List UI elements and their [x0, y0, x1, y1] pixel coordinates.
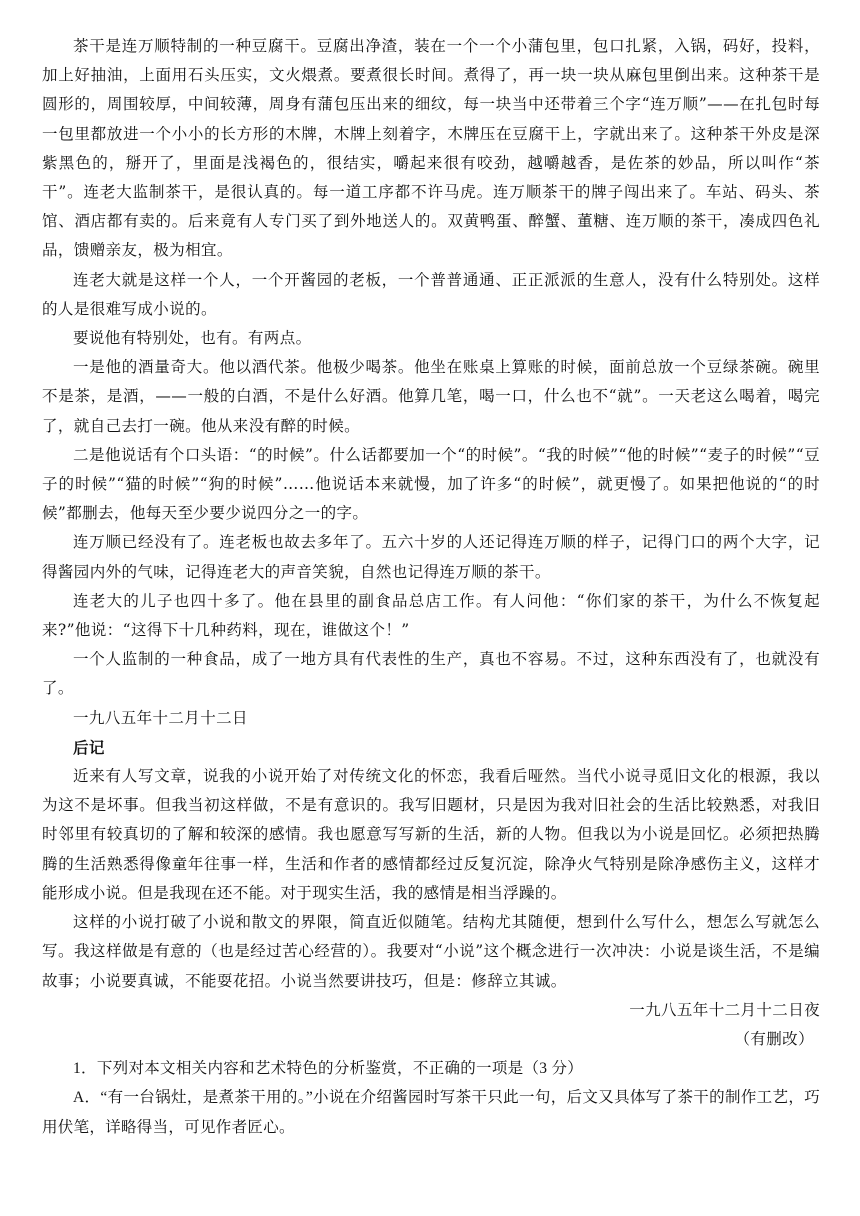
document-page	[42, 32, 820, 1142]
article-paragraph-2: 连老大就是这样一个人，一个开酱园的老板，一个普普通通、正正派派的生意人，没有什么特别处。这样的人是很难写成小说的。	[42, 270, 820, 318]
afterword-paragraph-2: 这样的小说打破了小说和散文的界限，简直近似随笔。结构尤其随便，想到什么写什么，想怎么写就怎么写。我这样做是有意的（也是经过苦心经营的）。我要对“小说”这个概念进行一次冲决：小说是谈生活，不是编故事；小说要真诚，不能耍花招。小说当然要讲技巧，但是：修辞立其诚。	[42, 913, 820, 990]
question-option-a: A．“有一台锅灶，是煮茶干用的。”小说在介绍酱园时写茶干只此一句，后文又具体写了茶干的制作工艺，巧用伏笔，详略得当，可见作者匠心。	[42, 1089, 820, 1136]
edit-note: （有删改）	[734, 1029, 814, 1048]
article-paragraph-3: 要说他有特别处，也有。有两点。	[73, 329, 312, 348]
afterword-heading: 后记	[73, 737, 105, 757]
article-paragraph-4: 一是他的酒量奇大。他以酒代茶。他极少喝茶。他坐在账桌上算账的时候，面前总放一个豆绿茶碗。碗里不是茶，是酒，——一般的白酒，不是什么好酒。他算几笔，喝一口，什么也不“就”。一天老这么喝着，喝完了，就自己去打一碗。他从来没有醉的时候。	[42, 358, 820, 435]
afterword-date: 一九八五年十二月十二日夜	[629, 1000, 820, 1019]
article-paragraph-6: 连万顺已经没有了。连老板也故去多年了。五六十岁的人还记得连万顺的样子，记得门口的两个大字，记得酱园内外的气味，记得连老大的声音笑貌，自然也记得连万顺的茶干。	[42, 533, 820, 581]
article-paragraph-5: 二是他说话有个口头语：“的时候”。什么话都要加一个“的时候”。“我的时候”“他的时候”“麦子的时候”“豆子的时候”“猫的时候”“狗的时候”……他说话本来就慢，加了许多“的时候”，就更慢了。如果把他说的“的时候”都删去，他每天至少要少说四分之一的字。	[42, 445, 820, 523]
question-stem: 1．下列对本文相关内容和艺术特色的分析鉴赏，不正确的一项是（3 分）	[73, 1060, 584, 1078]
article-paragraph-1: 茶干是连万顺特制的一种豆腐干。豆腐出净渣，装在一个一个小蒲包里，包口扎紧，入锅，码好，投料，加上好抽油，上面用石头压实，文火煨煮。要煮很长时间。煮得了，再一块一块从麻包里倒出来。这种茶干是圆形的，周围较厚，中间较薄，周身有蒲包压出来的细纹，每一块当中还带着三个字“连万顺”——在扎包时每一包里都放进一个小小的长方形的木牌，木牌上刻着字，木牌压在豆腐干上，字就出来了。这种茶干外皮是深紫黑色的，掰开了，里面是浅褐色的，很结实，嚼起来很有咬劲，越嚼越香，是佐茶的妙品，所以叫作“茶干”。连老大监制茶干，是很认真的。每一道工序都不许马虎。连万顺茶干的牌子闯出来了。车站、码头、茶馆、酒店都有卖的。后来竟有人专门买了到外地送人的。双黄鸭蛋、醉蟹、董糖、连万顺的茶干，凑成四色礼品，馈赠亲友，极为相宜。	[42, 37, 820, 260]
article-date: 一九八五年十二月十二日	[73, 708, 248, 727]
article-paragraph-8: 一个人监制的一种食品，成了一地方具有代表性的生产，真也不容易。不过，这种东西没有了，也就没有了。	[42, 650, 820, 698]
article-paragraph-7: 连老大的儿子也四十多了。他在县里的副食品总店工作。有人问他：“你们家的茶干，为什么不恢复起来?”他说：“这得下十几种药料，现在，谁做这个！”	[42, 591, 820, 640]
afterword-paragraph-1: 近来有人写文章，说我的小说开始了对传统文化的怀恋，我看后哑然。当代小说寻觅旧文化的根源，我以为这不是坏事。但我当初这样做，不是有意识的。我写旧题材，只是因为我对旧社会的生活比较熟悉，对我旧时邻里有较真切的了解和较深的感情。我也愿意写写新的生活，新的人物。但我以为小说是回忆。必须把热腾腾的生活熟悉得像童年往事一样，生活和作者的感情都经过反复沉淀，除净火气特别是除净感伤主义，这样才能形成小说。但是我现在还不能。对于现实生活，我的感情是相当浮躁的。	[42, 767, 820, 902]
